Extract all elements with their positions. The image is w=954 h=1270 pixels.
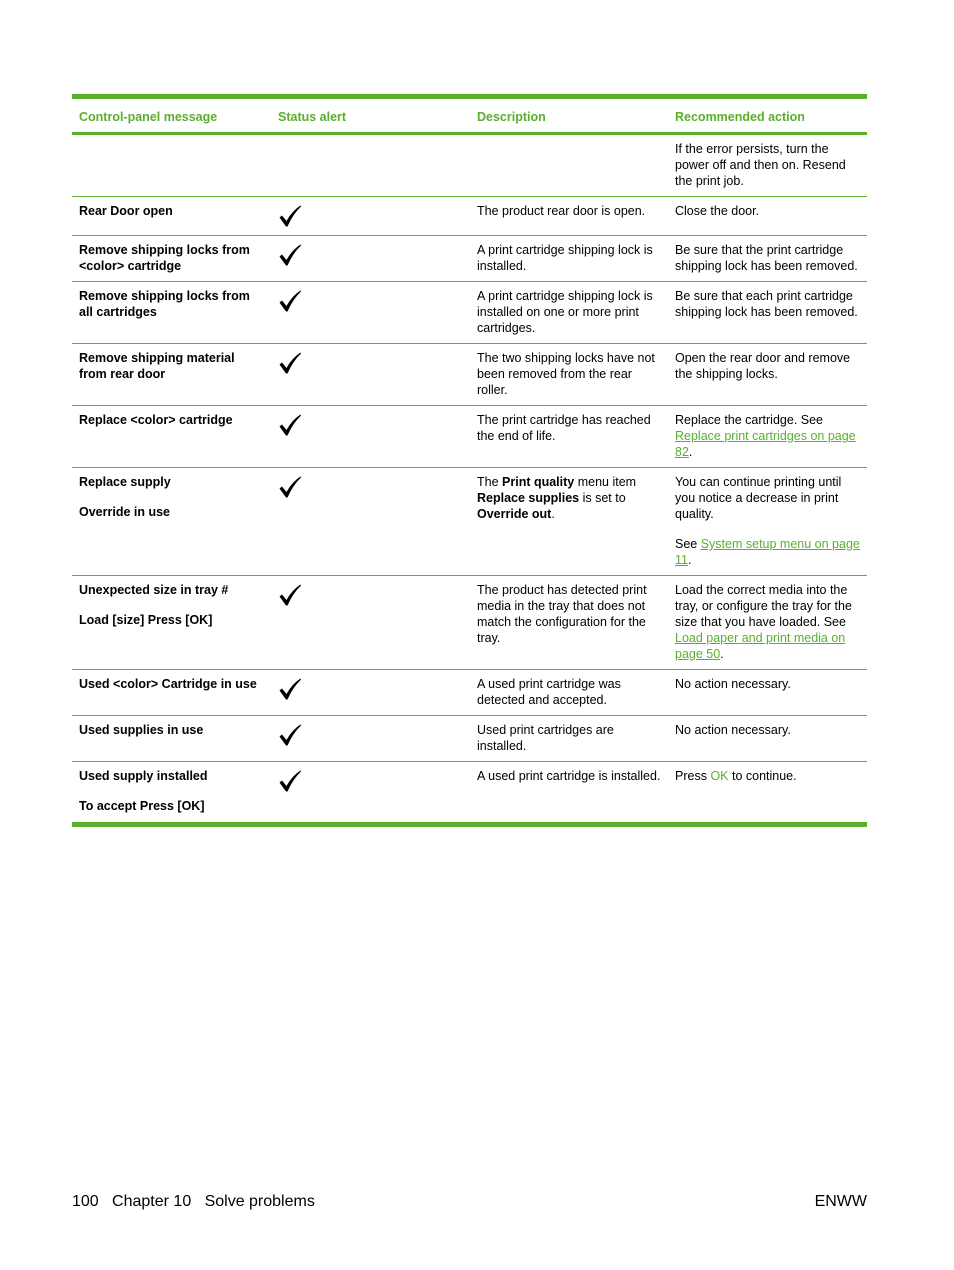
message-cell <box>72 468 271 576</box>
table-header-row <box>72 97 867 134</box>
recommended-action-cell <box>668 236 867 282</box>
recommended-action-paragraph <box>675 474 861 522</box>
table-row <box>72 344 867 406</box>
recommended-action-paragraph <box>675 288 861 320</box>
table-row <box>72 197 867 236</box>
page-reference-link[interactable]: Replace print cartridges on page 82 <box>675 429 856 459</box>
checkmark-icon <box>278 289 302 313</box>
message-cell <box>72 716 271 762</box>
description-cell <box>470 762 668 825</box>
text-span: . <box>687 553 692 567</box>
description-paragraph <box>477 768 662 784</box>
control-panel-message: Used supplies in use <box>79 723 204 737</box>
text-span: The print cartridge has reached the end of life. <box>477 413 651 443</box>
status-alert-cell <box>271 236 470 282</box>
recommended-action-cell <box>668 134 867 197</box>
text-span: A print cartridge shipping lock is installed. <box>477 243 653 273</box>
control-panel-message: Replace <color> cartridge <box>79 413 233 427</box>
recommended-action-paragraph <box>675 412 861 460</box>
recommended-action-paragraph <box>675 582 861 662</box>
control-panel-messages-table <box>72 94 867 827</box>
description-paragraph <box>477 288 662 336</box>
table-row <box>72 762 867 825</box>
description-cell <box>470 576 668 670</box>
description-cell <box>470 197 668 236</box>
status-alert-cell <box>271 670 470 716</box>
description-cell <box>470 670 668 716</box>
checkmark-icon <box>278 351 302 375</box>
description-paragraph <box>477 350 662 398</box>
text-span: is set to <box>579 491 626 505</box>
status-alert-cell <box>271 282 470 344</box>
table-row <box>72 716 867 762</box>
text-span: Used print cartridges are installed. <box>477 723 614 753</box>
description-paragraph <box>477 203 662 219</box>
text-span: . <box>688 445 693 459</box>
checkmark-icon <box>278 583 302 607</box>
control-panel-message: Override in use <box>79 505 171 519</box>
checkmark-icon <box>278 475 302 499</box>
text-span: See <box>675 537 701 551</box>
description-paragraph <box>477 412 662 444</box>
text-span: A used print cartridge is installed. <box>477 769 661 783</box>
header-control-panel-message: Control-panel message <box>72 97 271 134</box>
table-row <box>72 134 867 197</box>
text-span: You can continue printing until you notice a decrease in print quality. <box>675 475 842 521</box>
status-alert-cell <box>271 576 470 670</box>
text-span: to continue. <box>728 769 797 783</box>
text-span: The product rear door is open. <box>477 204 646 218</box>
checkmark-icon <box>278 204 302 228</box>
text-span: Load the correct media into the tray, or configure the tray for the size that you have loaded. See <box>675 583 852 629</box>
control-panel-message: Load [size] Press [OK] <box>79 613 213 627</box>
recommended-action-cell <box>668 197 867 236</box>
page-reference-link[interactable]: Load paper and print media on page 50 <box>675 631 846 661</box>
table-row <box>72 406 867 468</box>
message-cell <box>72 134 271 197</box>
description-paragraph <box>477 676 662 708</box>
control-panel-message: Used supply installed <box>79 769 208 783</box>
checkmark-icon <box>278 413 302 437</box>
message-cell <box>72 282 271 344</box>
description-cell <box>470 282 668 344</box>
checkmark-icon <box>278 243 302 267</box>
control-panel-message: To accept Press [OK] <box>79 799 205 813</box>
description-paragraph <box>477 722 662 754</box>
table-row <box>72 468 867 576</box>
recommended-action-cell <box>668 762 867 825</box>
menu-term: Override out <box>477 507 552 521</box>
status-alert-cell <box>271 762 470 825</box>
page-number: 100 <box>72 1193 99 1210</box>
header-recommended-action: Recommended action <box>668 97 867 134</box>
description-cell <box>470 468 668 576</box>
text-span: The two shipping locks have not been removed from the rear roller. <box>477 351 655 397</box>
menu-term: Replace supplies <box>477 491 580 505</box>
recommended-action-paragraph <box>675 722 861 738</box>
description-cell <box>470 236 668 282</box>
recommended-action-paragraph <box>675 203 861 219</box>
status-alert-cell <box>271 716 470 762</box>
text-span: No action necessary. <box>675 723 791 737</box>
recommended-action-cell <box>668 406 867 468</box>
text-span: Be sure that each print cartridge shipping lock has been removed. <box>675 289 858 319</box>
text-span: menu item <box>574 475 637 489</box>
table-row <box>72 576 867 670</box>
recommended-action-paragraph <box>675 141 861 189</box>
edition-label: ENWW <box>814 1193 867 1210</box>
message-cell <box>72 670 271 716</box>
text-span: Close the door. <box>675 204 760 218</box>
control-panel-message: Unexpected size in tray # <box>79 583 229 597</box>
page-reference-link[interactable]: System setup menu on page 11 <box>675 537 860 567</box>
text-span: A print cartridge shipping lock is installed on one or more print cartridges. <box>477 289 653 335</box>
description-paragraph <box>477 474 662 522</box>
text-span: Open the rear door and remove the shipping locks. <box>675 351 851 381</box>
text-span: . <box>551 507 555 521</box>
message-cell <box>72 197 271 236</box>
control-panel-message: Replace supply <box>79 475 171 489</box>
recommended-action-cell <box>668 716 867 762</box>
text-span: No action necessary. <box>675 677 791 691</box>
recommended-action-paragraph <box>675 536 861 568</box>
text-span: If the error persists, turn the power off and then on. Resend the print job. <box>675 142 846 188</box>
status-alert-cell <box>271 134 470 197</box>
table-row <box>72 282 867 344</box>
menu-term: Print quality <box>502 475 575 489</box>
control-panel-message: Remove shipping material from rear door <box>79 351 235 381</box>
message-cell <box>72 406 271 468</box>
text-span: The product has detected print media in the tray that does not match the configuration for the tray. <box>477 583 647 645</box>
text-span: Be sure that the print cartridge shipping lock has been removed. <box>675 243 858 273</box>
section-title: Solve problems <box>204 1193 315 1210</box>
description-paragraph <box>477 582 662 646</box>
control-panel-message: Rear Door open <box>79 204 173 218</box>
status-alert-cell <box>271 344 470 406</box>
status-alert-cell <box>271 197 470 236</box>
text-span: A used print cartridge was detected and accepted. <box>477 677 621 707</box>
header-status-alert: Status alert <box>271 97 470 134</box>
description-cell <box>470 344 668 406</box>
recommended-action-cell <box>668 344 867 406</box>
checkmark-icon <box>278 769 302 793</box>
message-cell <box>72 762 271 825</box>
status-alert-cell <box>271 406 470 468</box>
message-cell <box>72 236 271 282</box>
checkmark-icon <box>278 723 302 747</box>
status-alert-cell <box>271 468 470 576</box>
table-row <box>72 236 867 282</box>
text-span: Replace the cartridge. See <box>675 413 824 427</box>
recommended-action-cell <box>668 282 867 344</box>
recommended-action-cell <box>668 468 867 576</box>
text-span: The <box>477 475 503 489</box>
description-cell <box>470 716 668 762</box>
text-span: Press <box>675 769 711 783</box>
description-cell <box>470 134 668 197</box>
recommended-action-paragraph <box>675 676 861 692</box>
recommended-action-cell <box>668 670 867 716</box>
page-footer-left <box>72 1193 315 1211</box>
recommended-action-paragraph <box>675 768 861 784</box>
recommended-action-paragraph <box>675 242 861 274</box>
table-body <box>72 134 867 825</box>
table-row <box>72 670 867 716</box>
checkmark-icon <box>278 677 302 701</box>
control-panel-message: Remove shipping locks from all cartridges <box>79 289 250 319</box>
ok-button-name: OK <box>710 769 729 783</box>
control-panel-message: Remove shipping locks from <color> cartridge <box>79 243 250 273</box>
description-paragraph <box>477 242 662 274</box>
control-panel-message: Used <color> Cartridge in use <box>79 677 257 691</box>
header-description: Description <box>470 97 668 134</box>
description-cell <box>470 406 668 468</box>
recommended-action-paragraph <box>675 350 861 382</box>
message-cell <box>72 576 271 670</box>
message-cell <box>72 344 271 406</box>
chapter-label: Chapter 10 <box>112 1193 192 1210</box>
recommended-action-cell <box>668 576 867 670</box>
text-span: . <box>720 647 724 661</box>
